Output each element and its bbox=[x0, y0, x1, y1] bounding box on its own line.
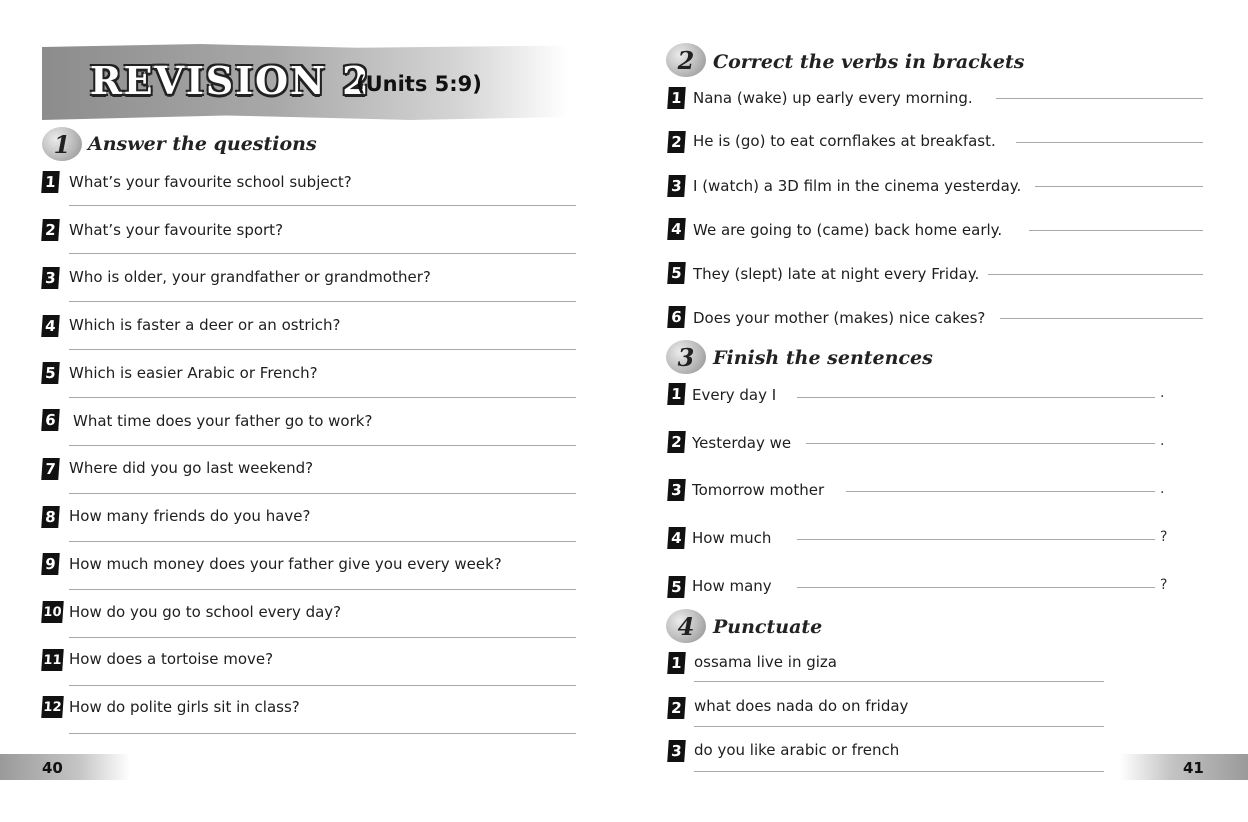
end-punctuation: ? bbox=[1160, 529, 1168, 545]
answer-line[interactable] bbox=[69, 541, 576, 542]
question-number: 4 bbox=[667, 527, 686, 549]
question-number: 7 bbox=[41, 458, 60, 480]
answer-line[interactable] bbox=[988, 274, 1203, 275]
sentence-start: Yesterday we bbox=[692, 434, 792, 452]
question-text: We are going to (came) back home early. bbox=[693, 221, 1003, 239]
question-number: 2 bbox=[667, 131, 686, 153]
answer-line[interactable] bbox=[694, 771, 1104, 772]
answer-line[interactable] bbox=[69, 205, 576, 206]
question-text: What time does your father go to work? bbox=[73, 412, 373, 430]
question-text: How much money does your father give you every week? bbox=[69, 555, 502, 573]
answer-line[interactable] bbox=[996, 98, 1203, 99]
question-number: 2 bbox=[41, 219, 60, 241]
question-number: 1 bbox=[41, 171, 60, 193]
question-text: Who is older, your grandfather or grandmother? bbox=[69, 268, 431, 286]
answer-line[interactable] bbox=[69, 589, 576, 590]
question-number: 3 bbox=[667, 740, 686, 762]
question-number: 6 bbox=[41, 409, 60, 431]
page-number-tab bbox=[0, 754, 130, 780]
answer-line[interactable] bbox=[797, 397, 1155, 398]
answer-line[interactable] bbox=[1035, 186, 1203, 187]
question-number: 12 bbox=[41, 696, 64, 718]
section-number-icon: 1 bbox=[42, 127, 82, 161]
answer-line[interactable] bbox=[69, 397, 576, 398]
question-text: They (slept) late at night every Friday. bbox=[693, 265, 980, 283]
section-number-icon: 2 bbox=[666, 43, 706, 77]
question-text: Nana (wake) up early every morning. bbox=[693, 89, 973, 107]
sentence-start: Every day I bbox=[692, 386, 777, 404]
section-number-icon: 4 bbox=[666, 609, 706, 643]
question-number: 2 bbox=[667, 697, 686, 719]
answer-line[interactable] bbox=[69, 349, 576, 350]
answer-line[interactable] bbox=[1016, 142, 1203, 143]
answer-line[interactable] bbox=[806, 443, 1155, 444]
question-text: What’s your favourite school subject? bbox=[69, 173, 352, 191]
question-text: what does nada do on friday bbox=[694, 697, 909, 715]
page-number-right: 41 bbox=[1183, 759, 1204, 777]
revision-units: (Units 5:9) bbox=[356, 72, 482, 96]
section-title: Punctuate bbox=[713, 616, 823, 638]
page-number-left: 40 bbox=[42, 759, 63, 777]
question-text: How does a tortoise move? bbox=[69, 650, 274, 668]
end-punctuation: ? bbox=[1160, 577, 1168, 593]
question-text: How many friends do you have? bbox=[69, 507, 311, 525]
question-number: 1 bbox=[667, 652, 686, 674]
question-text: I (watch) a 3D film in the cinema yesterday. bbox=[693, 177, 1022, 195]
answer-line[interactable] bbox=[694, 726, 1104, 727]
answer-line[interactable] bbox=[69, 685, 576, 686]
question-number: 5 bbox=[41, 362, 60, 384]
answer-line[interactable] bbox=[69, 733, 576, 734]
question-number: 2 bbox=[667, 431, 686, 453]
end-punctuation: . bbox=[1160, 433, 1165, 449]
sentence-start: Tomorrow mother bbox=[692, 481, 825, 499]
answer-line[interactable] bbox=[694, 681, 1104, 682]
question-number: 5 bbox=[667, 262, 686, 284]
answer-line[interactable] bbox=[69, 301, 576, 302]
question-number: 3 bbox=[667, 175, 686, 197]
section-title: Answer the questions bbox=[88, 133, 317, 155]
question-number: 1 bbox=[667, 87, 686, 109]
question-number: 10 bbox=[41, 601, 64, 623]
answer-line[interactable] bbox=[846, 491, 1155, 492]
section-title: Finish the sentences bbox=[713, 347, 933, 369]
question-text: How do you go to school every day? bbox=[69, 603, 342, 621]
answer-line[interactable] bbox=[797, 587, 1155, 588]
revision-title: REVISION 2 bbox=[90, 58, 371, 103]
question-number: 5 bbox=[667, 576, 686, 598]
question-number: 8 bbox=[41, 506, 60, 528]
question-text: Where did you go last weekend? bbox=[69, 459, 314, 477]
question-text: Which is faster a deer or an ostrich? bbox=[69, 316, 341, 334]
end-punctuation: . bbox=[1160, 481, 1165, 497]
question-number: 4 bbox=[41, 315, 60, 337]
answer-line[interactable] bbox=[69, 637, 576, 638]
question-number: 9 bbox=[41, 553, 60, 575]
section-title: Correct the verbs in brackets bbox=[713, 51, 1025, 73]
question-text: Which is easier Arabic or French? bbox=[69, 364, 318, 382]
sentence-start: How many bbox=[692, 577, 772, 595]
question-text: ossama live in giza bbox=[694, 653, 837, 671]
question-number: 3 bbox=[667, 479, 686, 501]
question-number: 6 bbox=[667, 306, 686, 328]
sentence-start: How much bbox=[692, 529, 772, 547]
question-text: He is (go) to eat cornflakes at breakfast. bbox=[693, 132, 996, 150]
question-text: Does your mother (makes) nice cakes? bbox=[693, 309, 986, 327]
answer-line[interactable] bbox=[797, 539, 1155, 540]
answer-line[interactable] bbox=[1000, 318, 1203, 319]
section-number-icon: 3 bbox=[666, 340, 706, 374]
question-number: 4 bbox=[667, 218, 686, 240]
answer-line[interactable] bbox=[69, 445, 576, 446]
answer-line[interactable] bbox=[1029, 230, 1203, 231]
question-number: 11 bbox=[41, 649, 64, 671]
question-text: How do polite girls sit in class? bbox=[69, 698, 300, 716]
answer-line[interactable] bbox=[69, 493, 576, 494]
question-number: 1 bbox=[667, 383, 686, 405]
question-number: 3 bbox=[41, 267, 60, 289]
question-text: do you like arabic or french bbox=[694, 741, 900, 759]
answer-line[interactable] bbox=[69, 253, 576, 254]
question-text: What’s your favourite sport? bbox=[69, 221, 284, 239]
end-punctuation: . bbox=[1160, 385, 1165, 401]
